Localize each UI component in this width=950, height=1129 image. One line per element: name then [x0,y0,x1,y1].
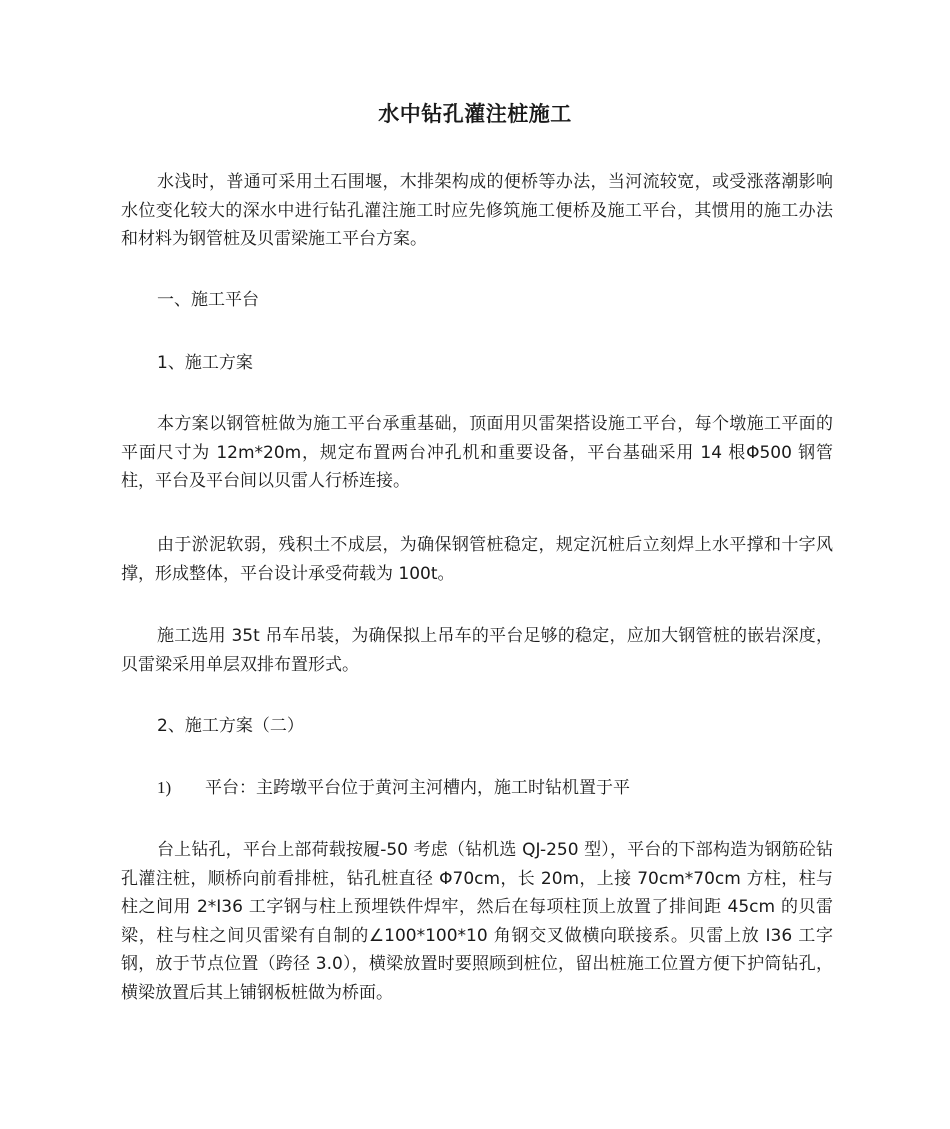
subsection-heading-plan-2: 2、施工方案（二） [157,716,304,736]
document-title: 水中钻孔灌注桩施工 [378,102,572,126]
section-heading-platform: 一、施工平台 [157,290,259,310]
paragraph-plan-2-details: 台上钻孔，平台上部荷载按履-50 考虑（钻机选 QJ-250 型），平台的下部构造为钢筋砼钻孔灌注桩，顺桥向前看排桩，钻孔桩直径 Φ70cm，长 20m，上接 70cm*70cm 方柱，柱与柱之间用 2*I36 工字钢与柱上预埋铁件焊牢，然后在每项柱顶上放置了排间距 45cm 的贝雷梁，柱与柱之间贝雷梁有自制的∠100*100*10 角钢交叉做横向联接系。贝雷上放 I36 工字钢，放于节点位置（跨径 3.0），横梁放置时要照顾到桩位，留出桩施工位置方便下护筒钻孔，横梁放置后其上铺钢板桩做为桥面。 [121,840,833,1003]
list-item-number: 1) [157,778,172,797]
paragraph-plan-1-crane: 施工选用 35t 吊车吊装，为确保拟上吊车的平台足够的稳定，应加大钢管桩的嵌岩深度，贝雷梁采用单层双排布置形式。 [121,626,833,675]
list-item-platform [157,774,630,802]
list-item-text: 平台：主跨墩平台位于黄河主河槽内，施工时钻机置于平 [205,778,630,798]
intro-paragraph: 水浅时，普通可采用土石围堰，木排架构成的便桥等办法，当河流较宽，或受涨落潮影响水位变化较大的深水中进行钻孔灌注施工时应先修筑施工便桥及施工平台，其惯用的施工办法和材料为钢管桩及贝雷梁施工平台方案。 [121,172,833,249]
paragraph-plan-1-silt: 由于淤泥软弱，残积土不成层，为确保钢管桩稳定，规定沉桩后立刻焊上水平撑和十字风撑，形成整体，平台设计承受荷载为 100t。 [121,535,833,584]
subsection-heading-plan-1: 1、施工方案 [157,353,253,373]
paragraph-plan-1-steel-pile: 本方案以钢管桩做为施工平台承重基础，顶面用贝雷架搭设施工平台，每个墩施工平面的平面尺寸为 12m*20m，规定布置两台冲孔机和重要设备，平台基础采用 14 根Φ500 钢管柱，平台及平台间以贝雷人行桥连接。 [121,414,833,491]
